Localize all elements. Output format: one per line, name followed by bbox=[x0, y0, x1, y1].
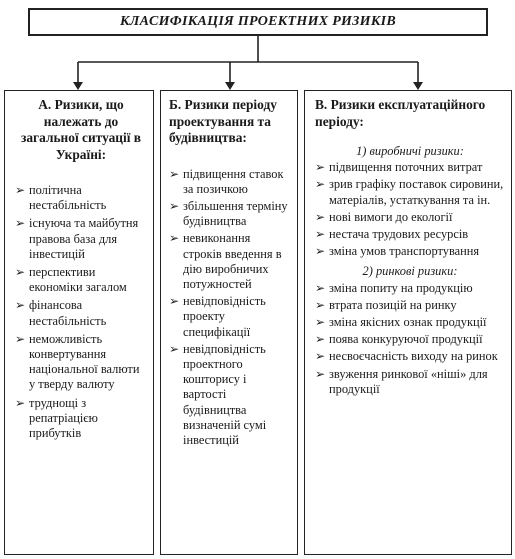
list-item: ➢ підвищення ставок за позичкою bbox=[169, 166, 284, 196]
bullet-arrow-icon: ➢ bbox=[169, 341, 180, 356]
column-b bbox=[160, 90, 298, 555]
bullet-arrow-icon: ➢ bbox=[15, 395, 26, 410]
bullet-arrow-icon: ➢ bbox=[315, 280, 326, 295]
bullet-arrow-icon: ➢ bbox=[169, 294, 180, 309]
list-item: ➢ політична нестабільність bbox=[15, 183, 107, 213]
list-item: ➢ підвищення поточних витрат bbox=[315, 160, 483, 175]
market-risks-list bbox=[315, 281, 505, 397]
bullet-arrow-icon: ➢ bbox=[315, 160, 326, 175]
arrowhead-col-a bbox=[73, 82, 83, 90]
list-item: ➢ нові вимоги до екології bbox=[315, 209, 453, 224]
bullet-arrow-icon: ➢ bbox=[315, 209, 326, 224]
bullet-arrow-icon: ➢ bbox=[315, 244, 326, 259]
list-item: ➢ невідповідність проектного кошторису і вартості будівництва визначеній сумі інвестицій bbox=[169, 341, 267, 447]
bullet-arrow-icon: ➢ bbox=[315, 297, 326, 312]
column-c bbox=[304, 90, 512, 555]
bullet-arrow-icon: ➢ bbox=[15, 331, 26, 346]
column-a-list bbox=[15, 183, 147, 441]
list-item: ➢ зрив графіку поставок сировини, матеріалів, устаткування та ін. bbox=[315, 177, 504, 207]
arrowhead-col-c bbox=[413, 82, 423, 90]
bullet-arrow-icon: ➢ bbox=[15, 298, 26, 313]
bullet-arrow-icon: ➢ bbox=[15, 265, 26, 280]
list-item: ➢ збільшення терміну будівництва bbox=[169, 198, 288, 229]
column-b-heading: Б. Ризики періоду проектування та будівництва: bbox=[169, 97, 277, 145]
list-item: ➢ перспективи економіки загалом bbox=[15, 265, 127, 295]
list-item: ➢ звуження ринкової «ніші» для продукції bbox=[315, 366, 488, 396]
column-a-heading: А. Ризики, що належать до загальної ситуації в Україні: bbox=[20, 97, 142, 162]
bullet-arrow-icon: ➢ bbox=[315, 315, 326, 330]
list-item: ➢ невиконання строків введення в дію виробничих потужностей bbox=[169, 231, 282, 291]
list-item: ➢ труднощі з репатріацією прибутків bbox=[15, 395, 98, 441]
bullet-arrow-icon: ➢ bbox=[169, 166, 180, 181]
list-item: ➢ зміна умов транспортування bbox=[315, 244, 480, 259]
list-item: ➢ нестача трудових ресурсів bbox=[315, 227, 469, 242]
list-item: ➢ невідповідність проекту специфікації bbox=[169, 294, 266, 339]
list-item: ➢ існуюча та майбутня правова база для інвестицій bbox=[15, 216, 139, 261]
list-item: ➢ зміна попиту на продукцію bbox=[315, 280, 473, 295]
list-item: ➢ зміна якісних ознак продукції bbox=[315, 315, 487, 330]
production-risks-list bbox=[315, 160, 505, 259]
bullet-arrow-icon: ➢ bbox=[169, 231, 180, 246]
bullet-arrow-icon: ➢ bbox=[15, 183, 26, 197]
list-item: ➢ неможливість конвертування національної валюти у тверду валюту bbox=[15, 331, 140, 392]
subheading-market-risks: 2) ринкові ризики: bbox=[362, 264, 458, 279]
bullet-arrow-icon: ➢ bbox=[315, 349, 326, 364]
bullet-arrow-icon: ➢ bbox=[315, 227, 326, 242]
column-b-list bbox=[169, 167, 291, 449]
bullet-arrow-icon: ➢ bbox=[15, 216, 26, 231]
bullet-arrow-icon: ➢ bbox=[169, 198, 180, 213]
bullet-arrow-icon: ➢ bbox=[315, 366, 326, 381]
bullet-arrow-icon: ➢ bbox=[315, 177, 326, 192]
bullet-arrow-icon: ➢ bbox=[315, 332, 326, 347]
column-a bbox=[4, 90, 154, 555]
subheading-production-risks: 1) виробничі ризики: bbox=[356, 144, 464, 158]
arrowhead-col-b bbox=[225, 82, 235, 90]
list-item: ➢ поява конкуруючої продукції bbox=[315, 332, 483, 347]
list-item: ➢ втрата позицій на ринку bbox=[315, 297, 457, 312]
diagram-title: КЛАСИФІКАЦІЯ ПРОЕКТНИХ РИЗИКІВ bbox=[28, 8, 488, 36]
list-item: ➢ фінансова нестабільність bbox=[15, 298, 107, 328]
column-c-heading: В. Ризики експлуатаційного періоду: bbox=[315, 97, 486, 129]
list-item: ➢ несвоєчасність виходу на ринок bbox=[315, 349, 498, 364]
